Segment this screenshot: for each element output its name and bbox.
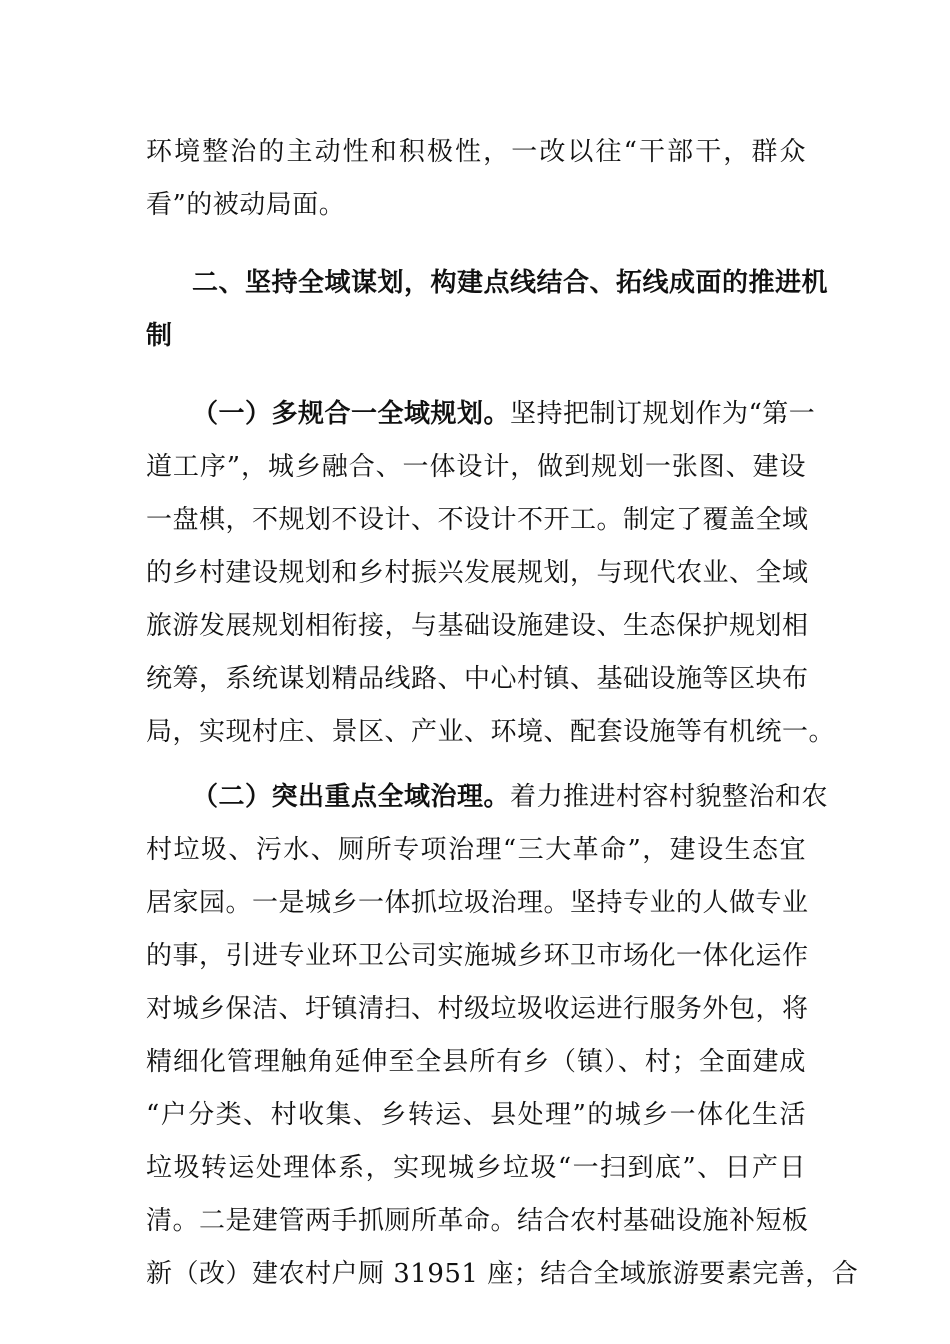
text-line-first [146,771,829,824]
text-line: 看”的被动局面。 [146,190,346,220]
text-line: 村垃圾、污水、厕所专项治理“三大革命”，建设生态宜 [146,835,806,865]
text-line: 对城乡保洁、圩镇清扫、村级垃圾收运进行服务外包，将 [146,994,809,1024]
text-fragment: 坚持把制订规划作为“第一 [510,399,816,429]
heading-line: 二、坚持全域谋划，构建点线结合、拓线成面的推进机 [192,268,829,298]
text-line: 的事，引进专业环卫公司实施城乡环卫市场化一体化运作 [146,941,809,971]
text-fragment: 着力推进村容村貌整治和农 [510,782,829,812]
subsection-title: （二）突出重点全域治理。 [192,782,511,812]
heading-line: 制 [146,321,173,351]
subsection-planning [146,388,836,759]
text-line: 垃圾转运处理体系，实现城乡垃圾“一扫到底”、日产日 [146,1153,806,1183]
text-line: 精细化管理触角延伸至全县所有乡（镇）、村；全面建成 [146,1047,806,1077]
text-line: 新（改）建农村户厕 31951 座；结合全域旅游要素完善，合 [146,1259,859,1289]
text-line: 局，实现村庄、景区、产业、环境、配套设施等有机统一。 [146,717,836,747]
text-line: 环境整治的主动性和积极性，一改以往“干部干，群众 [146,137,806,167]
text-line: “户分类、村收集、乡转运、县处理”的城乡一体化生活 [146,1100,806,1130]
section-heading [146,257,829,363]
text-line-first [146,388,816,441]
text-line: 统筹，系统谋划精品线路、中心村镇、基础设施等区块布 [146,664,809,694]
subsection-title: （一）多规合一全域规划。 [192,399,511,429]
subsection-governance [146,771,859,1301]
text-line: 的乡村建设规划和乡村振兴发展规划，与现代农业、全域 [146,558,809,588]
paragraph-continuation [146,126,806,232]
text-line: 旅游发展规划相衔接，与基础设施建设、生态保护规划相 [146,611,809,641]
text-line: 一盘棋，不规划不设计、不设计不开工。制定了覆盖全域 [146,505,809,535]
document-page [146,126,859,1301]
text-line: 道工序”，城乡融合、一体设计，做到规划一张图、建设 [146,452,806,482]
text-line: 清。二是建管两手抓厕所革命。结合农村基础设施补短板 [146,1206,809,1236]
text-line: 居家园。一是城乡一体抓垃圾治理。坚持专业的人做专业 [146,888,809,918]
